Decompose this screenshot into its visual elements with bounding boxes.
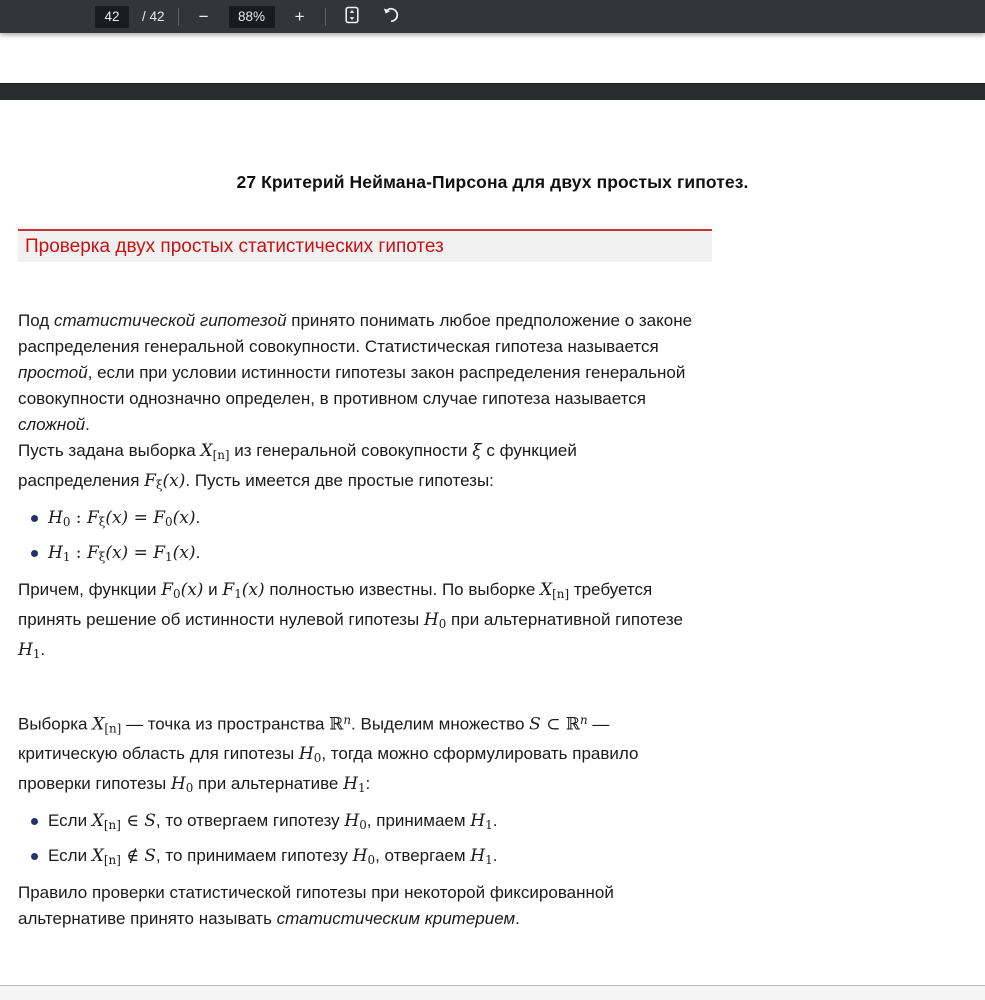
document-title: 27 Критерий Неймана-Пирсона для двух простых гипотез. [236, 172, 749, 192]
page-number-input[interactable]: 42 [95, 6, 129, 28]
hypotheses-list [18, 503, 698, 572]
document-body [18, 308, 698, 932]
list-item-in-s [48, 806, 698, 840]
fit-to-page-button[interactable] [339, 4, 365, 30]
zoom-in-button[interactable]: + [288, 5, 312, 29]
page-count-label: / 42 [142, 9, 165, 24]
previous-page-bottom [0, 33, 985, 83]
page-bottom-edge [0, 985, 985, 1000]
paragraph-definition: Под статистической гипотезой принято понимать любое предположение о законе распределения генеральной совокупности. Статистическая гипотеза называется простой, если при условии истинности гипотезы закон распределения генеральной совокупности однозначно определен, в противном случае гипотеза называется сложной. [18, 311, 693, 434]
paragraph-criterion: Правило проверки статистической гипотезы при некоторой фиксированной альтернативе принято называть статистическим критерием. [18, 882, 614, 928]
bullet-icon [31, 515, 38, 522]
pdf-page [0, 100, 985, 985]
zoom-out-button[interactable]: − [192, 5, 216, 29]
toolbar-divider [325, 8, 326, 26]
paragraph-critical-region: Выборка X[n] — точка из пространства ℝ$^n$. Выделим множество S ⊂ ℝ$^n$ — критическую область для гипотезы H0, тогда можно сформулировать правило проверки гипотезы H0 при альтернативе H1: [18, 712, 639, 796]
paragraph-known-functions: Причем, функции F0(x) и F1(x) полностью известны. По выборке X[n] требуется принять решение об истинности нулевой гипотезы H0 при альтернативной гипотезе H1. [18, 579, 683, 661]
list-item-text: H0 : Fξ(x) = F0(x). [48, 507, 201, 529]
bullet-icon [31, 818, 38, 825]
section-header-label: Проверка двух простых статистических гипотез [25, 235, 444, 257]
rotate-counterclockwise-icon [382, 6, 400, 27]
page-gap-band [0, 83, 985, 100]
list-item-text: Если X[n] ∉ S, то принимаем гипотезу H0, отвергаем H1. [48, 846, 498, 867]
bullet-icon [31, 853, 38, 860]
list-item-h0 [48, 503, 698, 537]
section-header [18, 229, 712, 262]
pdf-toolbar [0, 0, 985, 33]
bullet-icon [31, 550, 38, 557]
decision-rule-list [18, 806, 698, 875]
list-item-text: H1 : Fξ(x) = F1(x). [48, 542, 201, 564]
zoom-level-input[interactable]: 88% [229, 6, 275, 28]
list-item-text: Если X[n] ∈ S, то отвергаем гипотезу H0, принимаем H1. [48, 811, 498, 832]
fit-to-page-icon [343, 6, 361, 27]
list-item-not-in-s [48, 841, 698, 875]
paragraph-sample: Пусть задана выборка X[n] из генеральной совокупности ξ с функцией распределения Fξ(x). Пусть имеется две простые гипотезы: [18, 441, 577, 492]
list-item-h1 [48, 538, 698, 572]
toolbar-divider [178, 8, 179, 26]
rotate-counterclockwise-button[interactable] [378, 4, 404, 30]
